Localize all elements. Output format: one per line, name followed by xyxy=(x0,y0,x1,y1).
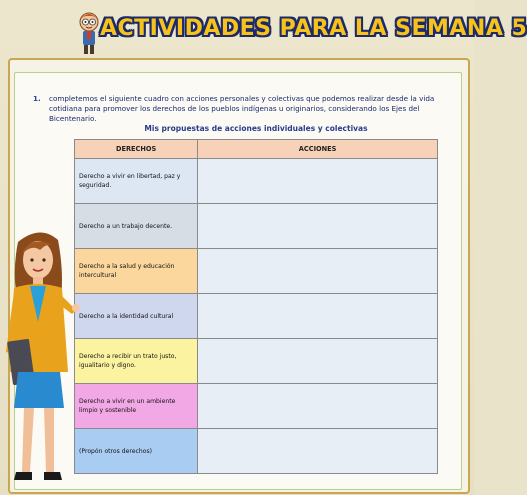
acciones-cell[interactable] xyxy=(198,159,438,204)
instruction-text: completemos el siguiente cuadro con acciones personales y colectivas que podemos realizar desde la vida cotidiana para promover los derechos de los pueblos indígenas u originarios, considerando los Ejes del Bicentenario. xyxy=(49,94,435,123)
table-title: Mis propuestas de acciones individuales y colectivas xyxy=(144,124,368,133)
derecho-cell: (Propón otros derechos) xyxy=(75,429,198,474)
table-row xyxy=(75,159,438,204)
derecho-cell: Derecho a recibir un trato justo, igualitario y digno. xyxy=(75,339,198,384)
table-row xyxy=(75,249,438,294)
acciones-cell[interactable] xyxy=(198,429,438,474)
table-header-row xyxy=(75,140,438,159)
acciones-cell[interactable] xyxy=(198,384,438,429)
column-header-derechos: DERECHOS xyxy=(75,140,198,159)
acciones-cell[interactable] xyxy=(198,294,438,339)
instruction-number: 1. xyxy=(33,94,41,103)
acciones-cell[interactable] xyxy=(198,339,438,384)
table-row xyxy=(75,339,438,384)
teacher-illustration xyxy=(0,222,90,495)
page-title: ACTIVIDADES PARA LA SEMANA 5 xyxy=(100,16,527,41)
derecho-cell: Derecho a vivir en un ambiente limpio y sostenible xyxy=(75,384,198,429)
table-row xyxy=(75,429,438,474)
derecho-cell: Derecho a un trabajo decente. xyxy=(75,204,198,249)
rights-actions-table xyxy=(74,139,438,474)
derecho-cell: Derecho a vivir en libertad, paz y seguridad. xyxy=(75,159,198,204)
table-row xyxy=(75,294,438,339)
acciones-cell[interactable] xyxy=(198,204,438,249)
derecho-cell: Derecho a la identidad cultural xyxy=(75,294,198,339)
column-header-acciones: ACCIONES xyxy=(198,140,438,159)
table-row xyxy=(75,384,438,429)
instruction-block xyxy=(33,94,463,124)
page-header xyxy=(74,10,527,54)
derecho-cell: Derecho a la salud y educación intercultural xyxy=(75,249,198,294)
acciones-cell[interactable] xyxy=(198,249,438,294)
table-row xyxy=(75,204,438,249)
